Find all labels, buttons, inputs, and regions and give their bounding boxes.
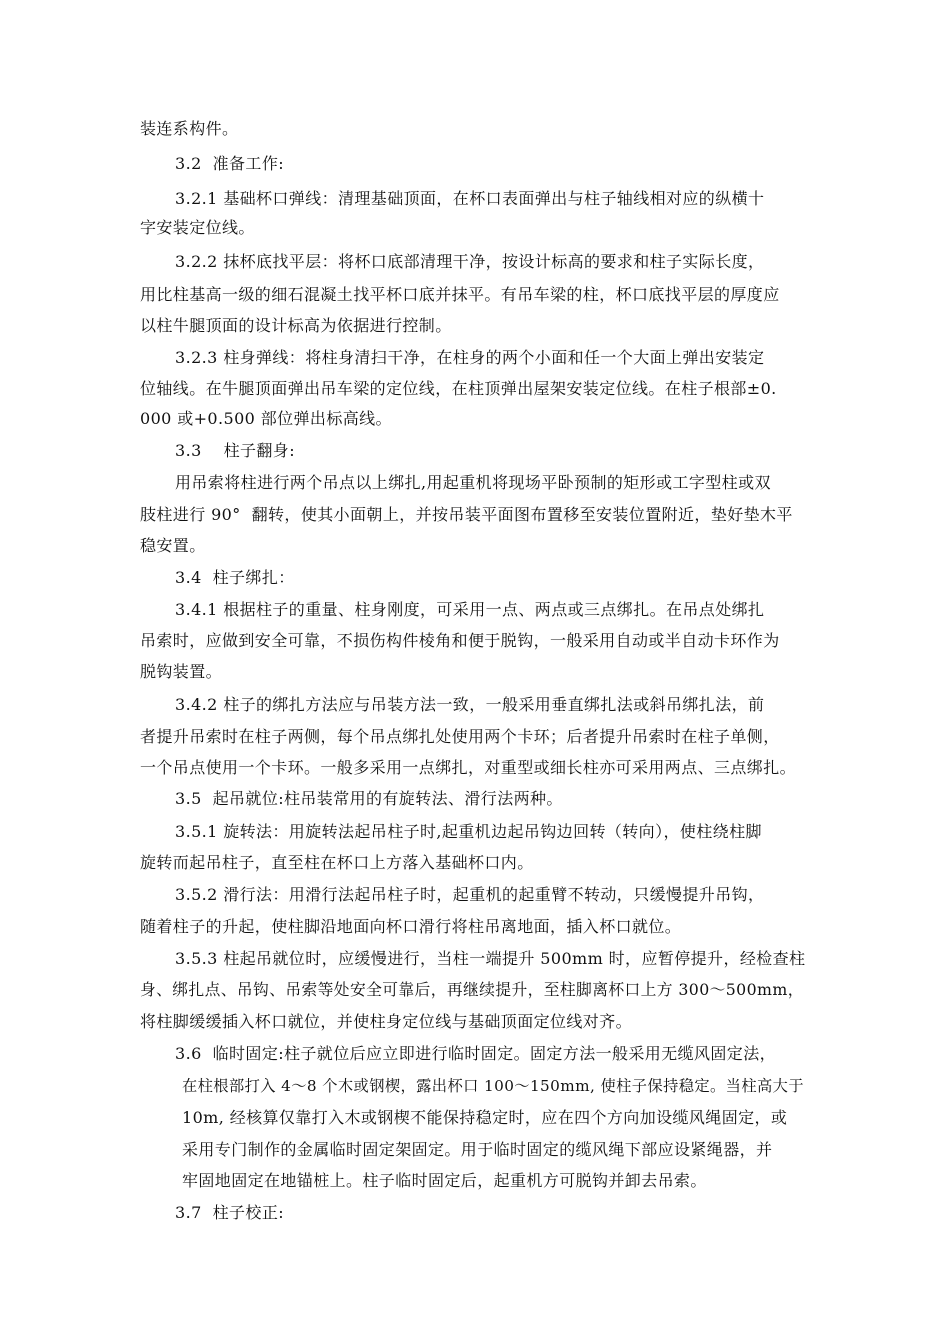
text-line: 3.2.2 抹杯底找平层：将杯口底部清理干净，按设计标高的要求和柱子实际长度，	[175, 252, 765, 271]
section-heading: 3.4 柱子绑扎：	[175, 568, 295, 587]
text-line: 吊索时，应做到安全可靠，不损伤构件棱角和便于脱钩，一般采用自动或半自动卡环作为	[140, 631, 780, 650]
text-line: 字安装定位线。	[140, 218, 255, 237]
text-line: 旋转而起吊柱子，直至柱在杯口上方落入基础杯口内。	[140, 853, 534, 872]
text-line: 3.5.3 柱起吊就位时，应缓慢进行，当柱一端提升 500mm 时，应暂停提升，经检查柱	[175, 949, 806, 968]
text-line: 将柱脚缓缓插入杯口就位，并使柱身定位线与基础顶面定位线对齐。	[140, 1012, 633, 1031]
text-line: 脱钩装置。	[140, 662, 223, 681]
text-line: 位轴线。在牛腿顶面弹出吊车梁的定位线，在柱顶弹出屋架安装定位线。在柱子根部±0.	[140, 379, 777, 398]
section-heading: 3.3 柱子翻身:	[175, 441, 295, 460]
text-line: 牢固地固定在地锚桩上。柱子临时固定后，起重机方可脱钩并卸去吊索。	[182, 1171, 707, 1190]
text-line: 一个吊点使用一个卡环。一般多采用一点绑扎，对重型或细长柱亦可采用两点、三点绑扎。	[140, 758, 797, 777]
text-line: 采用专门制作的金属临时固定架固定。用于临时固定的缆风绳下部应设紧绳器，并	[182, 1140, 773, 1159]
text-line: 用吊索将柱进行两个吊点以上绑扎,用起重机将现场平卧预制的矩形或工字型柱或双	[175, 473, 771, 492]
section-heading: 3.6 临时固定:柱子就位后应立即进行临时固定。固定方法一般采用无缆风固定法，	[175, 1044, 777, 1063]
text-line: 3.4.1 根据柱子的重量、柱身刚度，可采用一点、两点或三点绑扎。在吊点处绑扎	[175, 600, 765, 619]
text-line: 以柱牛腿顶面的设计标高为依据进行控制。	[140, 316, 452, 335]
text-line: 3.5.2 滑行法：用滑行法起吊柱子时，起重机的起重臂不转动，只缓慢提升吊钩，	[175, 885, 765, 904]
text-line: 者提升吊索时在柱子两侧，每个吊点绑扎处使用两个卡环；后者提升吊索时在柱子单侧，	[140, 727, 780, 746]
text-line: 随着柱子的升起，使柱脚沿地面向杯口滑行将柱吊离地面，插入杯口就位。	[140, 917, 682, 936]
text-line: 3.4.2 柱子的绑扎方法应与吊装方法一致，一般采用垂直绑扎法或斜吊绑扎法，前	[175, 695, 765, 714]
section-heading: 3.7 柱子校正:	[175, 1203, 285, 1222]
text-line: 肢柱进行 90° 翻转，使其小面朝上，并按吊装平面图布置移至安装位置附近，垫好垫木平	[140, 505, 793, 524]
text-line: 3.2.1 基础杯口弹线：清理基础顶面，在杯口表面弹出与柱子轴线相对应的纵横十	[175, 189, 765, 208]
section-heading: 3.5 起吊就位:柱吊装常用的有旋转法、滑行法两种。	[175, 789, 563, 808]
text-line: 身、绑扎点、吊钩、吊索等处安全可靠后，再继续提升，至柱脚离杯口上方 300～500mm，	[140, 980, 804, 999]
text-line: 3.5.1 旋转法：用旋转法起吊柱子时,起重机边起吊钩边回转（转向），使柱绕柱脚	[175, 822, 762, 841]
text-line: 10m, 经核算仅靠打入木或钢楔不能保持稳定时，应在四个方向加设缆风绳固定，或	[182, 1108, 788, 1127]
text-line: 000 或+0.500 部位弹出标高线。	[140, 409, 392, 428]
text-line: 用比柱基高一级的细石混凝土找平杯口底并抹平。有吊车梁的柱，杯口底找平层的厚度应	[140, 285, 780, 304]
text-line: 3.2.3 柱身弹线：将柱身清扫干净，在柱身的两个小面和任一个大面上弹出安装定	[175, 348, 765, 367]
text-line: 在柱根部打入 4～8 个木或钢楔，露出杯口 100～150mm, 使柱子保持稳定。当柱高大于	[182, 1077, 804, 1095]
text-line: 稳安置。	[140, 536, 206, 555]
section-heading: 3.2 准备工作:	[175, 154, 285, 173]
text-line: 装连系构件。	[140, 119, 239, 138]
